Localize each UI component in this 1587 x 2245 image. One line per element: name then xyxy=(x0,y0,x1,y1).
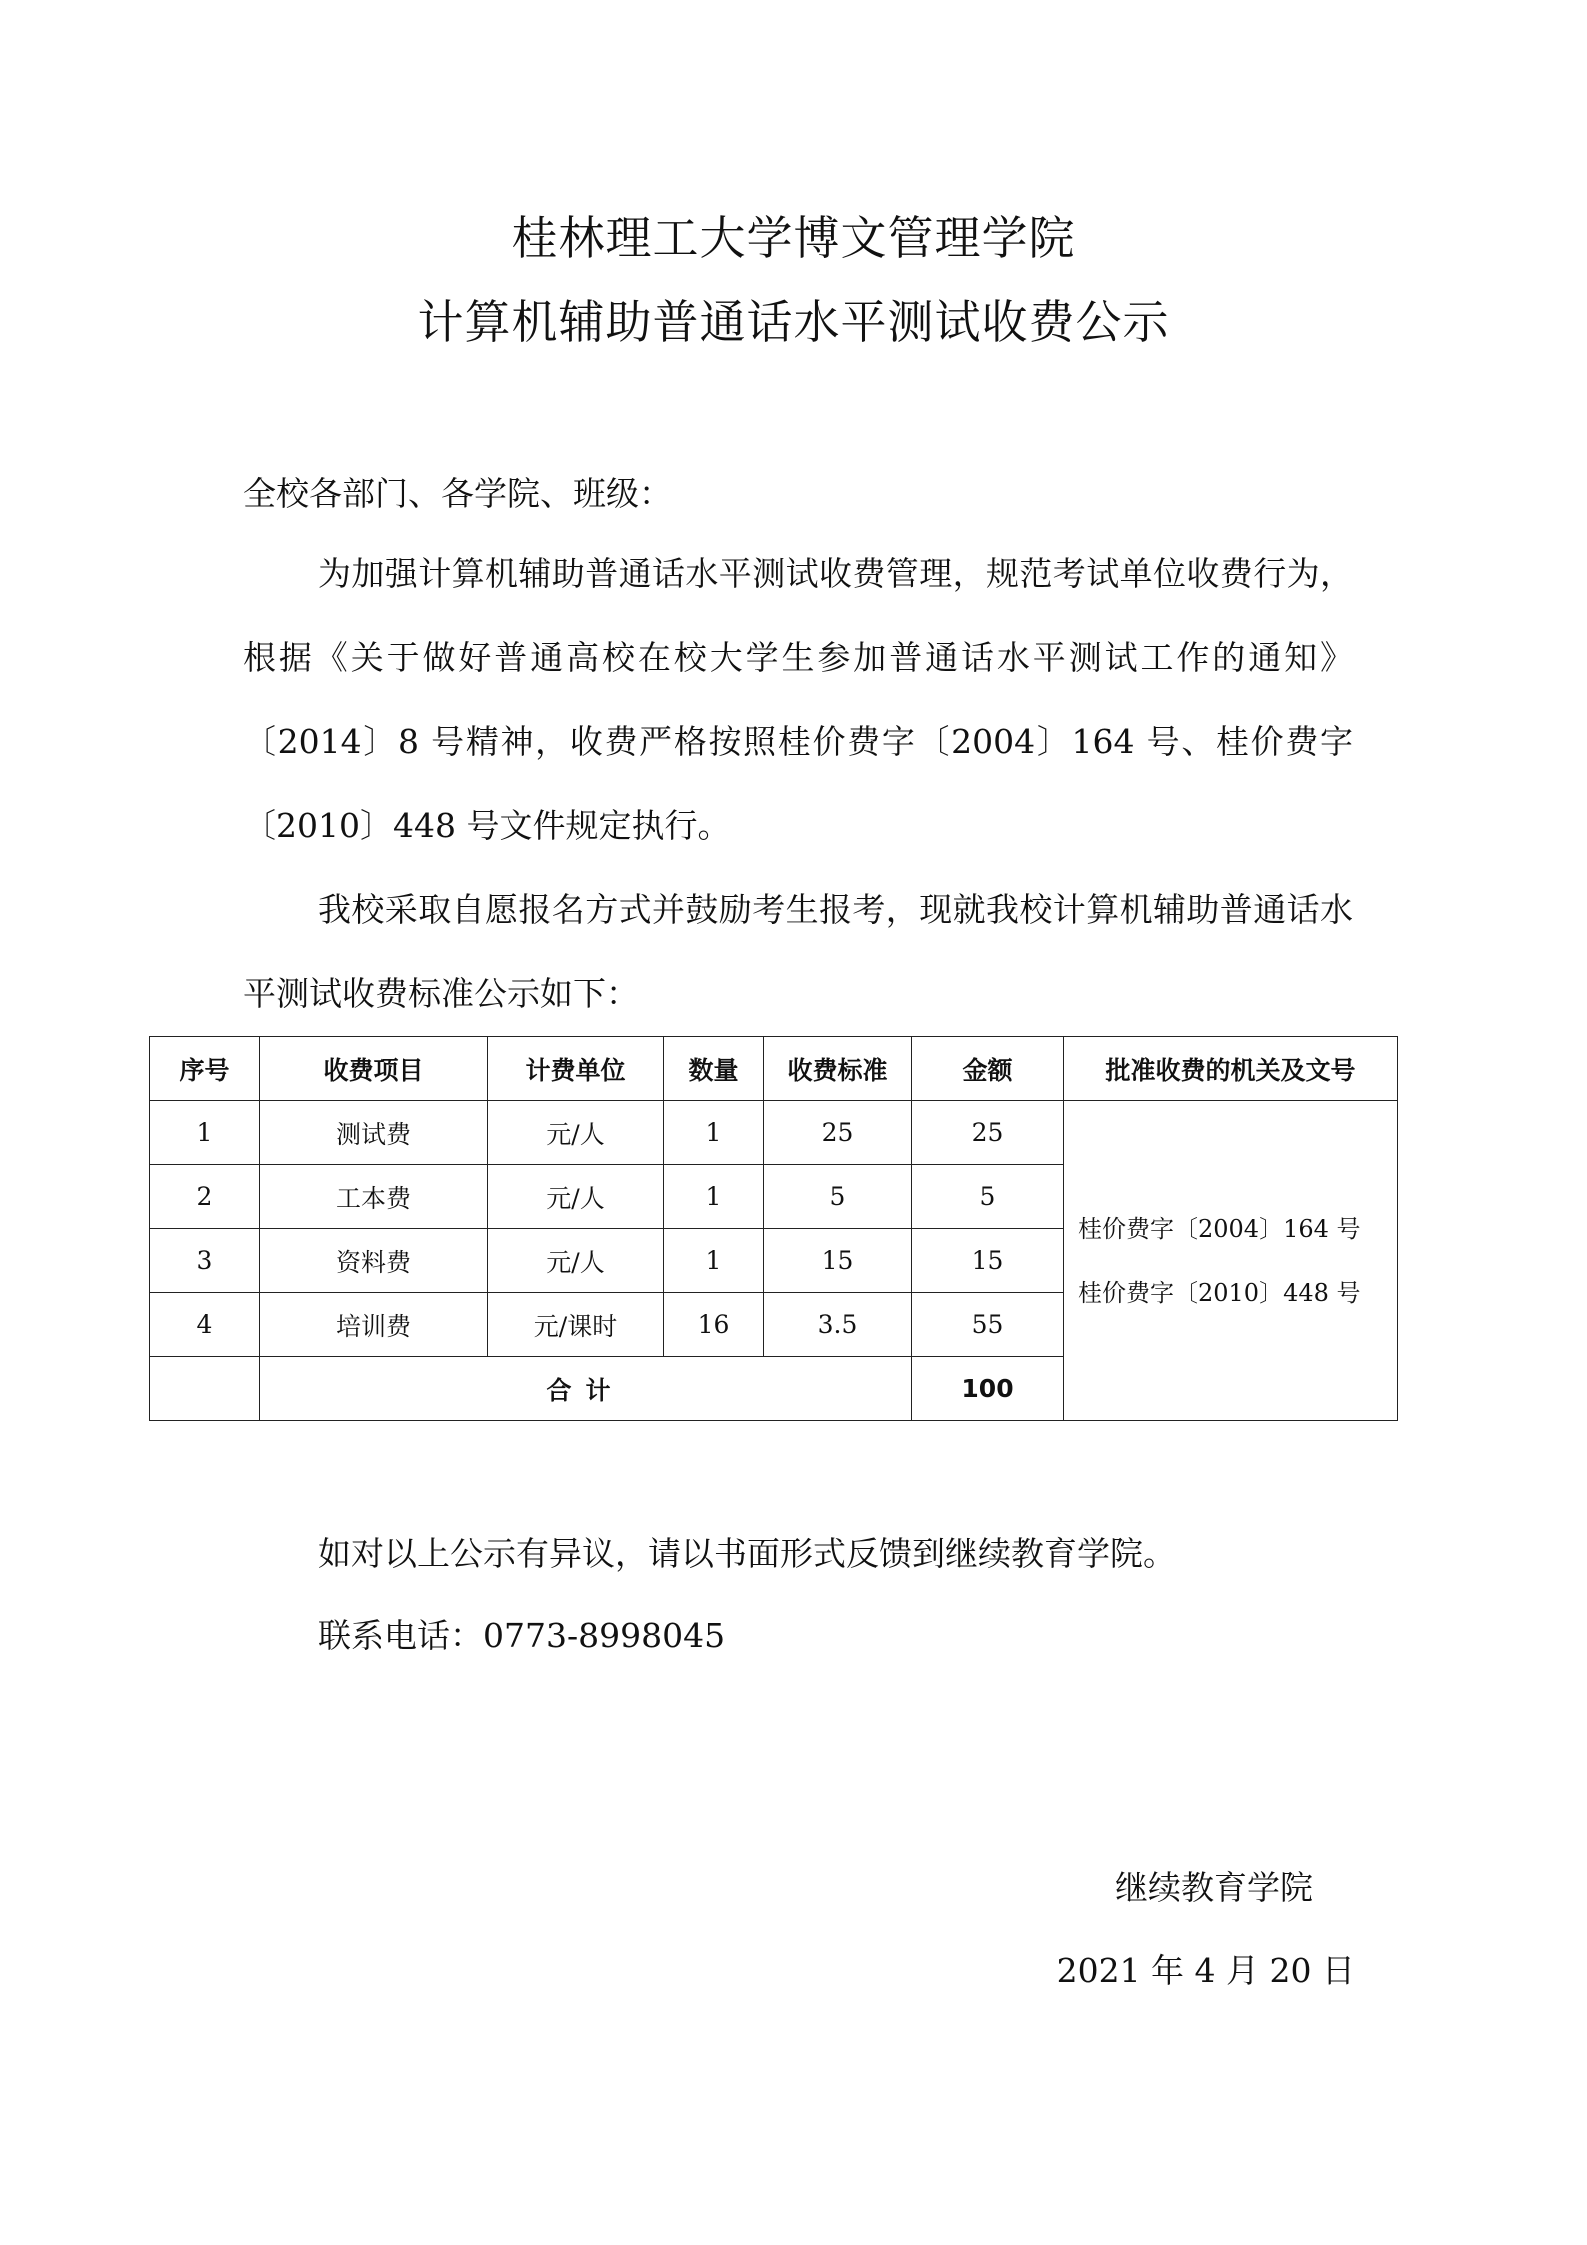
table-header-row xyxy=(150,1037,1398,1101)
row-standard: 3.5 xyxy=(764,1293,912,1357)
row-quantity: 1 xyxy=(664,1165,764,1229)
row-unit: 元/人 xyxy=(488,1229,664,1293)
row-amount: 55 xyxy=(912,1293,1064,1357)
row-amount: 15 xyxy=(912,1229,1064,1293)
row-no: 1 xyxy=(150,1101,260,1165)
header-cell-standard: 收费标准 xyxy=(764,1037,912,1101)
row-standard: 5 xyxy=(764,1165,912,1229)
header-cell-no: 序号 xyxy=(150,1037,260,1101)
row-amount: 25 xyxy=(912,1101,1064,1165)
row-quantity: 1 xyxy=(664,1229,764,1293)
row-no: 2 xyxy=(150,1165,260,1229)
row-quantity: 1 xyxy=(664,1101,764,1165)
row-item: 培训费 xyxy=(260,1293,488,1357)
row-standard: 25 xyxy=(764,1101,912,1165)
row-item: 测试费 xyxy=(260,1101,488,1165)
header-cell-amount: 金额 xyxy=(912,1037,1064,1101)
row-item: 工本费 xyxy=(260,1165,488,1229)
total-amount: 100 xyxy=(912,1357,1064,1421)
row-no: 3 xyxy=(150,1229,260,1293)
row-item: 资料费 xyxy=(260,1229,488,1293)
row-no: 4 xyxy=(150,1293,260,1357)
contact-phone: 联系电话：0773-8998045 xyxy=(318,1616,726,1655)
approval-doc-1: 桂价费字〔2004〕164 号 xyxy=(1078,1214,1361,1243)
header-cell-unit: 计费单位 xyxy=(488,1037,664,1101)
document-title-line-1: 桂林理工大学博文管理学院 xyxy=(511,211,1076,265)
objection-notice: 如对以上公示有异议，请以书面形式反馈到继续教育学院。 xyxy=(318,1534,1176,1573)
header-cell-approval: 批准收费的机关及文号 xyxy=(1064,1037,1398,1101)
body-paragraph-1: 为加强计算机辅助普通话水平测试收费管理，规范考试单位收费行为，根据《关于做好普通高校在校大学生参加普通话水平测试工作的通知》〔2014〕8 号精神，收费严格按照桂价费字〔2004〕164 号、桂价费字〔2010〕448 号文件规定执行。 xyxy=(243,554,1353,845)
fee-table xyxy=(149,1036,1398,1421)
document-title-line-2: 计算机辅助普通话水平测试收费公示 xyxy=(417,295,1170,349)
row-standard: 15 xyxy=(764,1229,912,1293)
header-cell-item: 收费项目 xyxy=(260,1037,488,1101)
total-empty-cell xyxy=(150,1357,260,1421)
row-unit: 元/人 xyxy=(488,1165,664,1229)
table-row xyxy=(150,1101,1398,1165)
approval-doc-2: 桂价费字〔2010〕448 号 xyxy=(1078,1278,1361,1307)
approval-docs-cell xyxy=(1064,1101,1398,1421)
salutation: 全校各部门、各学院、班级： xyxy=(243,474,672,513)
signature-department: 继续教育学院 xyxy=(1115,1868,1313,1907)
row-unit: 元/课时 xyxy=(488,1293,664,1357)
row-amount: 5 xyxy=(912,1165,1064,1229)
signature-date: 2021 年 4 月 20 日 xyxy=(1056,1951,1355,1990)
body-paragraph-2: 我校采取自愿报名方式并鼓励考生报考，现就我校计算机辅助普通话水平测试收费标准公示如下： xyxy=(243,890,1353,1013)
header-cell-quantity: 数量 xyxy=(664,1037,764,1101)
row-unit: 元/人 xyxy=(488,1101,664,1165)
total-label: 合计 xyxy=(260,1357,912,1421)
row-quantity: 16 xyxy=(664,1293,764,1357)
